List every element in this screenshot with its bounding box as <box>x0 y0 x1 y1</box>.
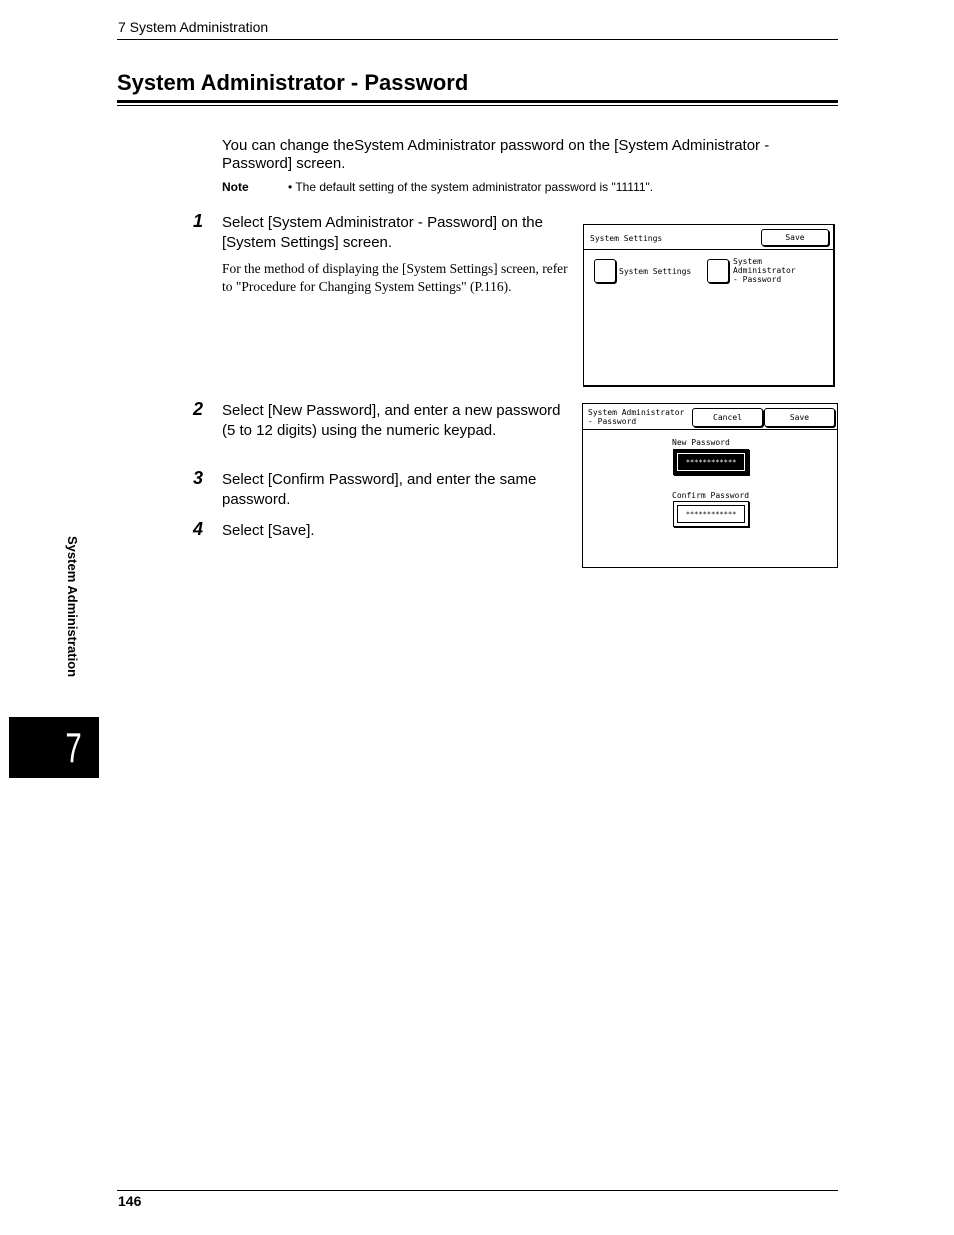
note-text: • The default setting of the system administrator password is "11111". <box>288 180 654 194</box>
running-head: 7 System Administration <box>118 19 269 35</box>
header-rule <box>117 39 838 40</box>
section-title: System Administrator - Password <box>117 70 469 95</box>
footer-rule <box>117 1190 838 1191</box>
screen1-title-divider <box>584 249 833 250</box>
title-rule-thick <box>117 100 838 103</box>
step-text-1: Select [System Administrator - Password] on the [System Settings] screen. <box>222 214 543 251</box>
screen1-title: System Settings <box>590 234 663 243</box>
system-admin-password-option-label: System Administrator - Password <box>733 257 796 284</box>
new-password-field[interactable] <box>673 449 749 475</box>
confirm-password-field[interactable] <box>673 501 749 527</box>
system-settings-screenshot <box>583 224 835 387</box>
intro-paragraph: You can change theSystem Administrator password on the [System Administrator - Password] screen. <box>222 137 770 172</box>
confirm-password-label: Confirm Password <box>672 491 750 500</box>
system-admin-password-option-button[interactable] <box>707 259 729 283</box>
note-label: Note <box>222 180 249 194</box>
chapter-side-label: System Administration <box>65 536 80 678</box>
save-button[interactable]: Save <box>764 408 835 427</box>
page-number: 146 <box>118 1193 142 1209</box>
chapter-number: 7 <box>65 724 82 771</box>
step-text-4: Select [Save]. <box>222 522 315 539</box>
new-password-label: New Password <box>672 438 730 447</box>
title-rule-thin <box>117 105 838 106</box>
step-number-3: 3 <box>193 468 204 488</box>
step-number-4: 4 <box>193 519 204 539</box>
system-settings-option-button[interactable] <box>594 259 616 283</box>
step-number-2: 2 <box>193 399 204 419</box>
cancel-button[interactable]: Cancel <box>692 408 763 427</box>
screen2-title-divider <box>583 429 837 430</box>
admin-password-screenshot <box>582 403 838 568</box>
step-text-3: Select [Confirm Password], and enter the same password. <box>222 471 537 508</box>
step-text-2: Select [New Password], and enter a new password (5 to 12 digits) using the numeric keypad. <box>222 402 561 439</box>
screen2-title: System Administrator - Password <box>588 408 685 426</box>
new-password-value: ∗∗∗∗∗∗∗∗∗∗∗∗ <box>677 453 745 471</box>
step-number-1: 1 <box>193 211 204 231</box>
screen1-save-button[interactable]: Save <box>761 229 829 246</box>
system-settings-option-label: System Settings <box>619 267 692 276</box>
step-subtext-1: For the method of displaying the [System Settings] screen, refer to "Procedure for Changing System Settings" (P.116). <box>222 261 568 294</box>
confirm-password-value: ∗∗∗∗∗∗∗∗∗∗∗∗ <box>677 505 745 523</box>
